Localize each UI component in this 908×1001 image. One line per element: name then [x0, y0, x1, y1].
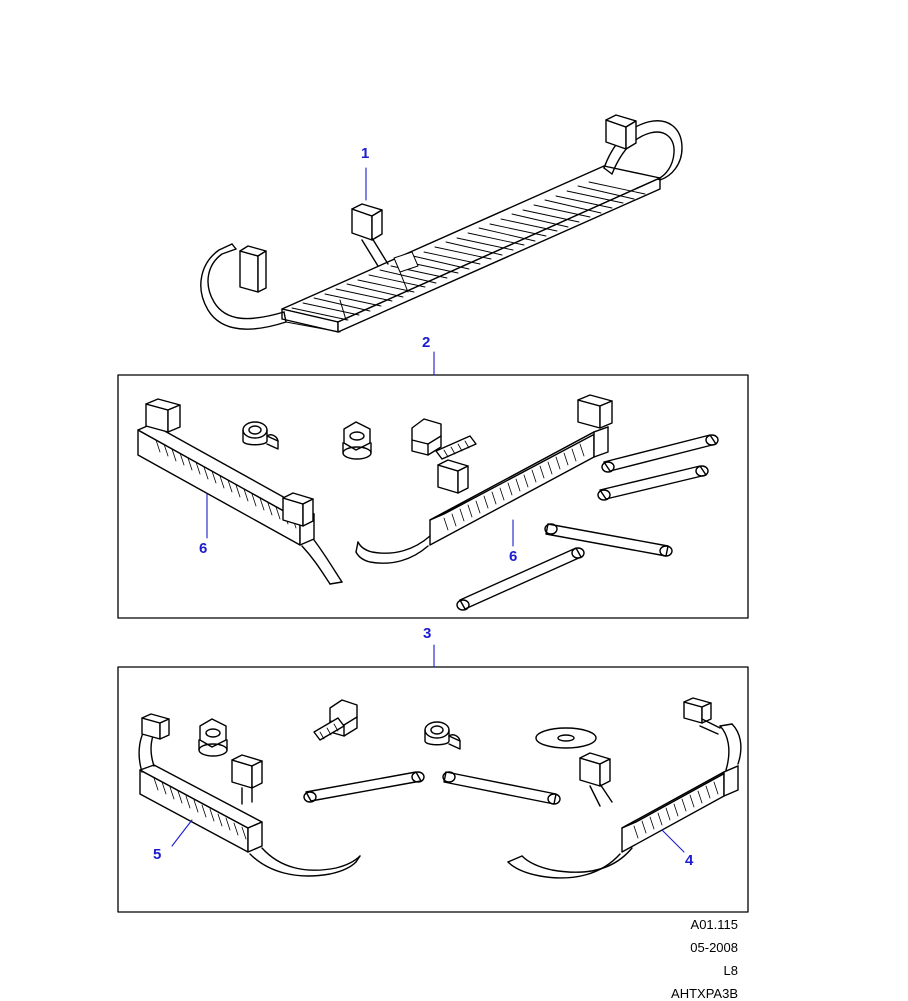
callout-6-right: 6 — [509, 548, 518, 565]
panel3-washer — [536, 728, 596, 748]
callout-5: 5 — [153, 846, 162, 863]
callout-1: 1 — [361, 145, 370, 162]
callout-4: 4 — [685, 852, 694, 869]
panel-3-border — [118, 667, 748, 912]
callout-3: 3 — [423, 625, 432, 642]
callout-2: 2 — [422, 334, 431, 351]
top-step-assembly — [201, 115, 682, 332]
part-code: AHTXPA3B — [671, 986, 738, 1001]
model-code: L8 — [723, 963, 738, 978]
callout-6-left: 6 — [199, 540, 208, 557]
drawing-date: 05-2008 — [690, 940, 738, 955]
drawing-number: A01.115 — [690, 917, 738, 932]
